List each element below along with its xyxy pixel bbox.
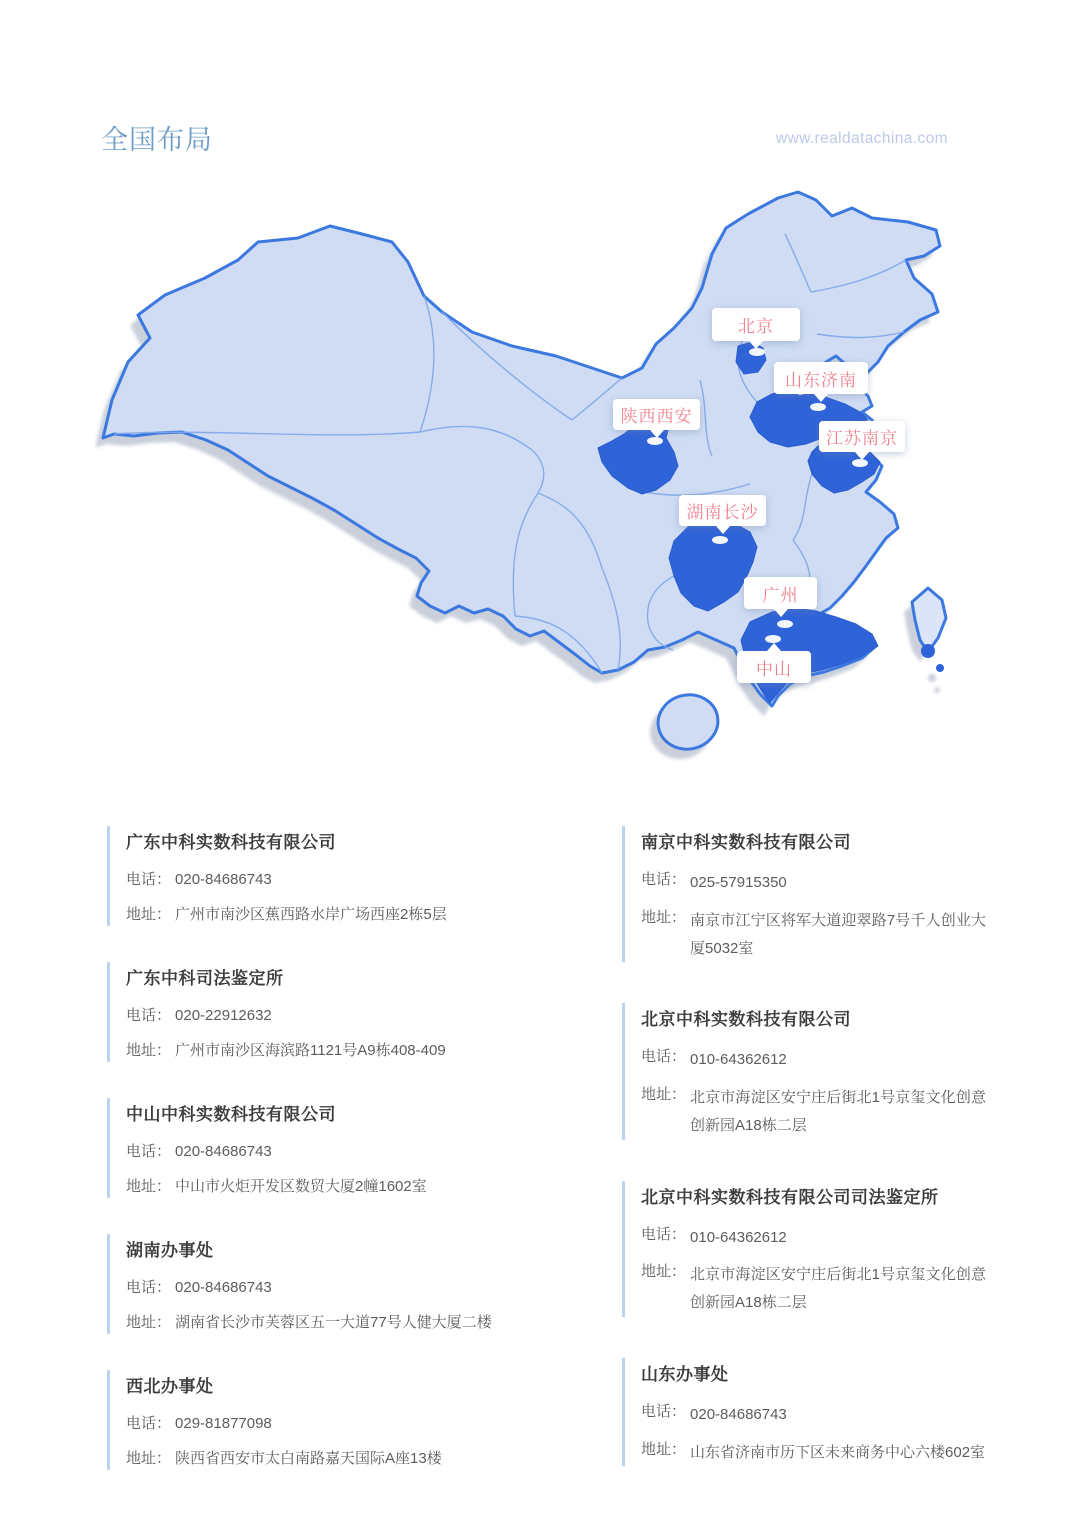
phone-label: 电话： [641,1225,687,1243]
office-card [107,1098,577,1198]
address-row [126,1312,577,1335]
office-name: 湖南办事处 [126,1241,214,1260]
address-value: 湖南省长沙市芙蓉区五一大道77号人健大厦二楼 [175,1313,492,1331]
phone-value: 010-64362612 [690,1228,787,1246]
office-card [622,1003,1072,1139]
phone-label: 电话： [126,1007,172,1024]
address-label: 地址： [126,1449,172,1467]
office-column-left [107,826,577,1506]
address-label: 地址： [126,1177,172,1195]
taiwan-tip [921,644,935,658]
phone-value: 020-84686743 [175,1279,272,1296]
phone-row [641,1224,1072,1252]
phone-row [126,1005,577,1028]
phone-value: 010-64362612 [690,1051,787,1069]
address-row [641,907,1072,963]
phone-value: 020-22912632 [175,1007,272,1024]
office-card [622,1358,1072,1467]
office-name: 中山中科实数科技有限公司 [126,1105,336,1124]
phone-row [126,1277,577,1300]
address-label: 地址： [126,1041,172,1059]
office-card [107,826,577,926]
page-title: 全国布局 [101,125,213,155]
map-marker-zhongshan [737,651,811,683]
phone-row [126,1413,577,1436]
office-card [622,1181,1072,1317]
office-card [107,1370,577,1470]
marker-label: 中山 [756,659,792,679]
china-map [95,188,975,763]
phone-row [126,1141,577,1164]
phone-value: 020-84686743 [175,1143,272,1160]
phone-label: 电话： [126,1279,172,1296]
marker-label: 湖南长沙 [686,503,759,522]
phone-label: 电话： [126,1143,172,1160]
office-column-right [622,826,1072,1507]
phone-row [641,1046,1072,1074]
phone-label: 电话： [641,1402,687,1420]
phone-label: 电话： [126,871,172,888]
address-label: 地址： [126,1313,172,1331]
address-value: 陕西省西安市太白南路嘉天国际A座13楼 [175,1449,442,1467]
phone-value: 020-84686743 [175,871,272,888]
address-row [641,1439,1072,1467]
phone-label: 电话： [641,871,687,888]
address-value: 广州市南沙区海滨路1121号A9栋408-409 [175,1041,446,1059]
address-value: 北京市海淀区安宁庄后街北1号京玺文化创意创新园A18栋二层 [690,1266,987,1311]
office-name: 山东办事处 [641,1364,729,1384]
map-marker-hunan-changsha [679,495,766,526]
address-row [126,904,577,927]
phone-value: 025-57915350 [690,874,787,891]
office-name: 广东中科司法鉴定所 [126,969,284,988]
marker-label: 广州 [762,585,799,605]
map-marker-shaanxi-xian [613,399,700,430]
address-value: 广州市南沙区蕉西路水岸广场西座2栋5层 [175,905,447,923]
marker-label: 江苏南京 [826,429,898,448]
address-value: 南京市江宁区将军大道迎翠路7号千人创业大厦5032室 [690,911,987,957]
office-name: 北京中科实数科技有限公司 [641,1010,851,1030]
phone-row [641,869,1072,897]
marker-label: 北京 [738,317,774,336]
phone-label: 电话： [641,1048,687,1066]
map-marker-beijing [712,308,800,341]
marker-label: 山东济南 [785,370,857,390]
office-name: 南京中科实数科技有限公司 [641,833,851,852]
phone-row [126,869,577,892]
small-island [936,664,944,672]
address-row [126,1176,577,1199]
address-label: 地址： [641,1440,687,1458]
office-card [107,962,577,1062]
office-card [622,826,1072,962]
address-row [641,1261,1072,1317]
phone-value: 020-84686743 [690,1405,787,1423]
china-map-svg [95,188,975,763]
office-name: 西北办事处 [126,1377,214,1396]
address-row [641,1084,1072,1140]
phone-row [641,1401,1072,1429]
phone-label: 电话： [126,1415,172,1432]
website-url[interactable]: www.realdatachina.com [775,130,948,147]
address-label: 地址： [641,1263,687,1281]
address-value: 山东省济南市历下区未来商务中心六楼602室 [690,1443,986,1461]
address-row [126,1448,577,1471]
phone-value: 029-81877098 [175,1415,272,1432]
marker-label: 陕西西安 [620,407,693,426]
map-marker-jiangsu-nanjing [819,421,905,452]
office-name: 广东中科实数科技有限公司 [126,833,336,852]
map-marker-shandong-jinan [774,362,868,394]
address-row [126,1040,577,1063]
address-value: 北京市海淀区安宁庄后街北1号京玺文化创意创新园A18栋二层 [690,1089,987,1134]
address-label: 地址： [126,905,172,923]
office-card [107,1234,577,1334]
office-name: 北京中科实数科技有限公司司法鉴定所 [641,1187,939,1207]
address-label: 地址： [641,1086,687,1103]
map-marker-guangzhou [744,577,817,609]
address-label: 地址： [641,908,687,926]
address-value: 中山市火炬开发区数贸大厦2幢1602室 [175,1177,427,1195]
